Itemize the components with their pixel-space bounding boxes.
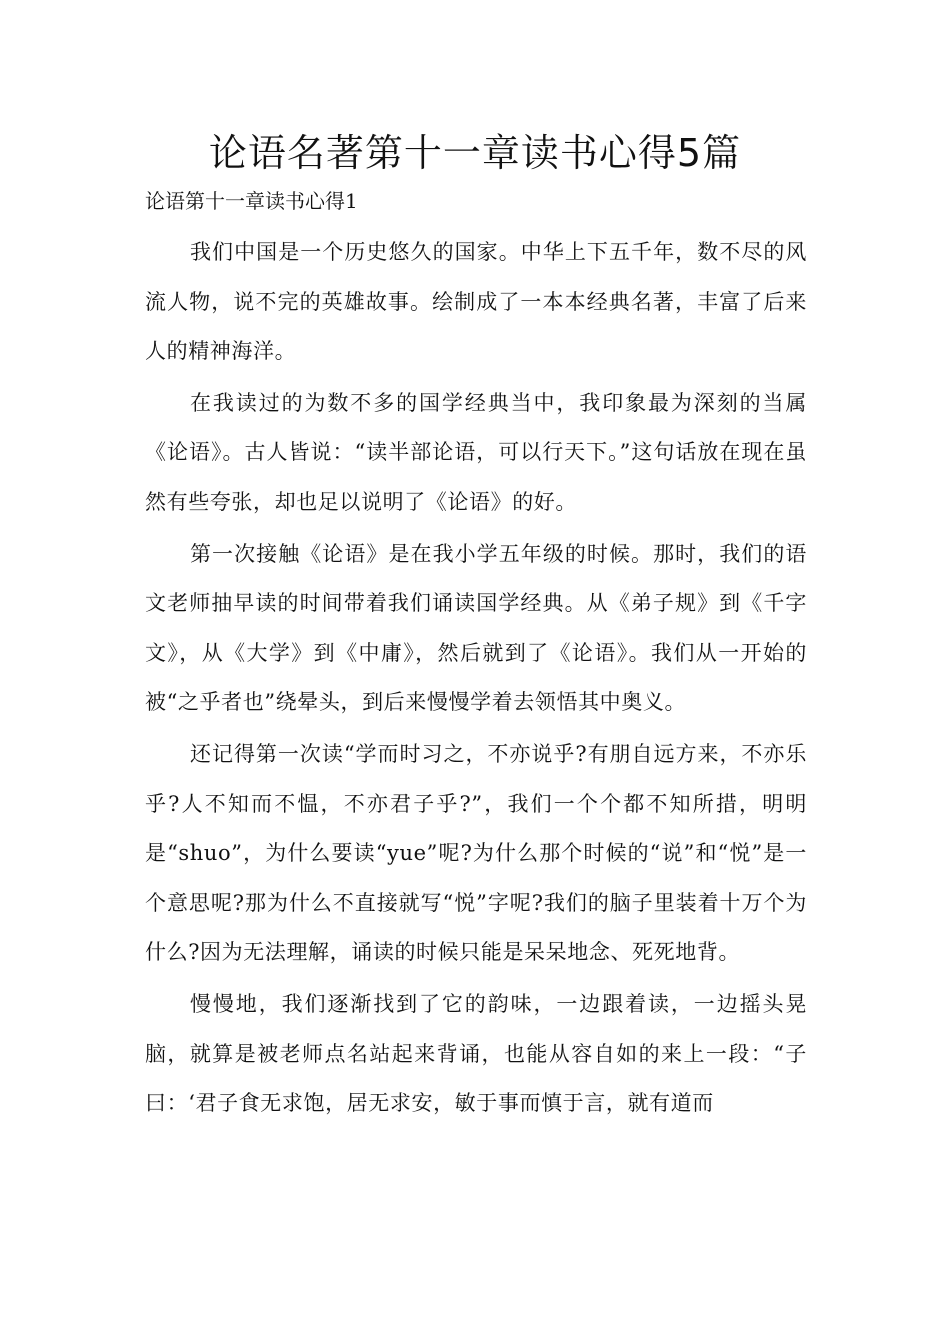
document-title: 论语名著第十一章读书心得5篇	[208, 131, 742, 175]
paragraph: 我们中国是一个历史悠久的国家。中华上下五千年，数不尽的风流人物，说不完的英雄故事。绘制成了一本本经典名著，丰富了后来人的精神海洋。	[145, 240, 807, 364]
section-heading: 论语第十一章读书心得1	[145, 189, 358, 213]
paragraph: 慢慢地，我们逐渐找到了它的韵味，一边跟着读，一边摇头晃脑，就算是被老师点名站起来背诵，也能从容自如的来上一段：“子曰：‘君子食无求饱，居无求安，敏于事而慎于言，就有道而	[145, 991, 807, 1116]
document-body	[145, 228, 807, 1131]
paragraph: 还记得第一次读“学而时习之，不亦说乎?有朋自远方来，不亦乐乎?人不知而不愠，不亦君子乎?”，我们一个个都不知所措，明明是“shuo”，为什么要读“yue”呢?为什么那个时候的“说”和“悦”是一个意思呢?那为什么不直接就写“悦”字呢?我们的脑子里装着十万个为什么?因为无法理解，诵读的时候只能是呆呆地念、死死地背。	[145, 741, 807, 965]
paragraph: 第一次接触《论语》是在我小学五年级的时候。那时，我们的语文老师抽早读的时间带着我们诵读国学经典。从《弟子规》到《千字文》，从《大学》到《中庸》，然后就到了《论语》。我们从一开始的被“之乎者也”绕晕头，到后来慢慢学着去领悟其中奥义。	[145, 541, 807, 715]
paragraph: 在我读过的为数不多的国学经典当中，我印象最为深刻的当属《论语》。古人皆说：“读半部论语，可以行天下。”这句话放在现在虽然有些夸张，却也足以说明了《论语》的好。	[145, 390, 807, 514]
